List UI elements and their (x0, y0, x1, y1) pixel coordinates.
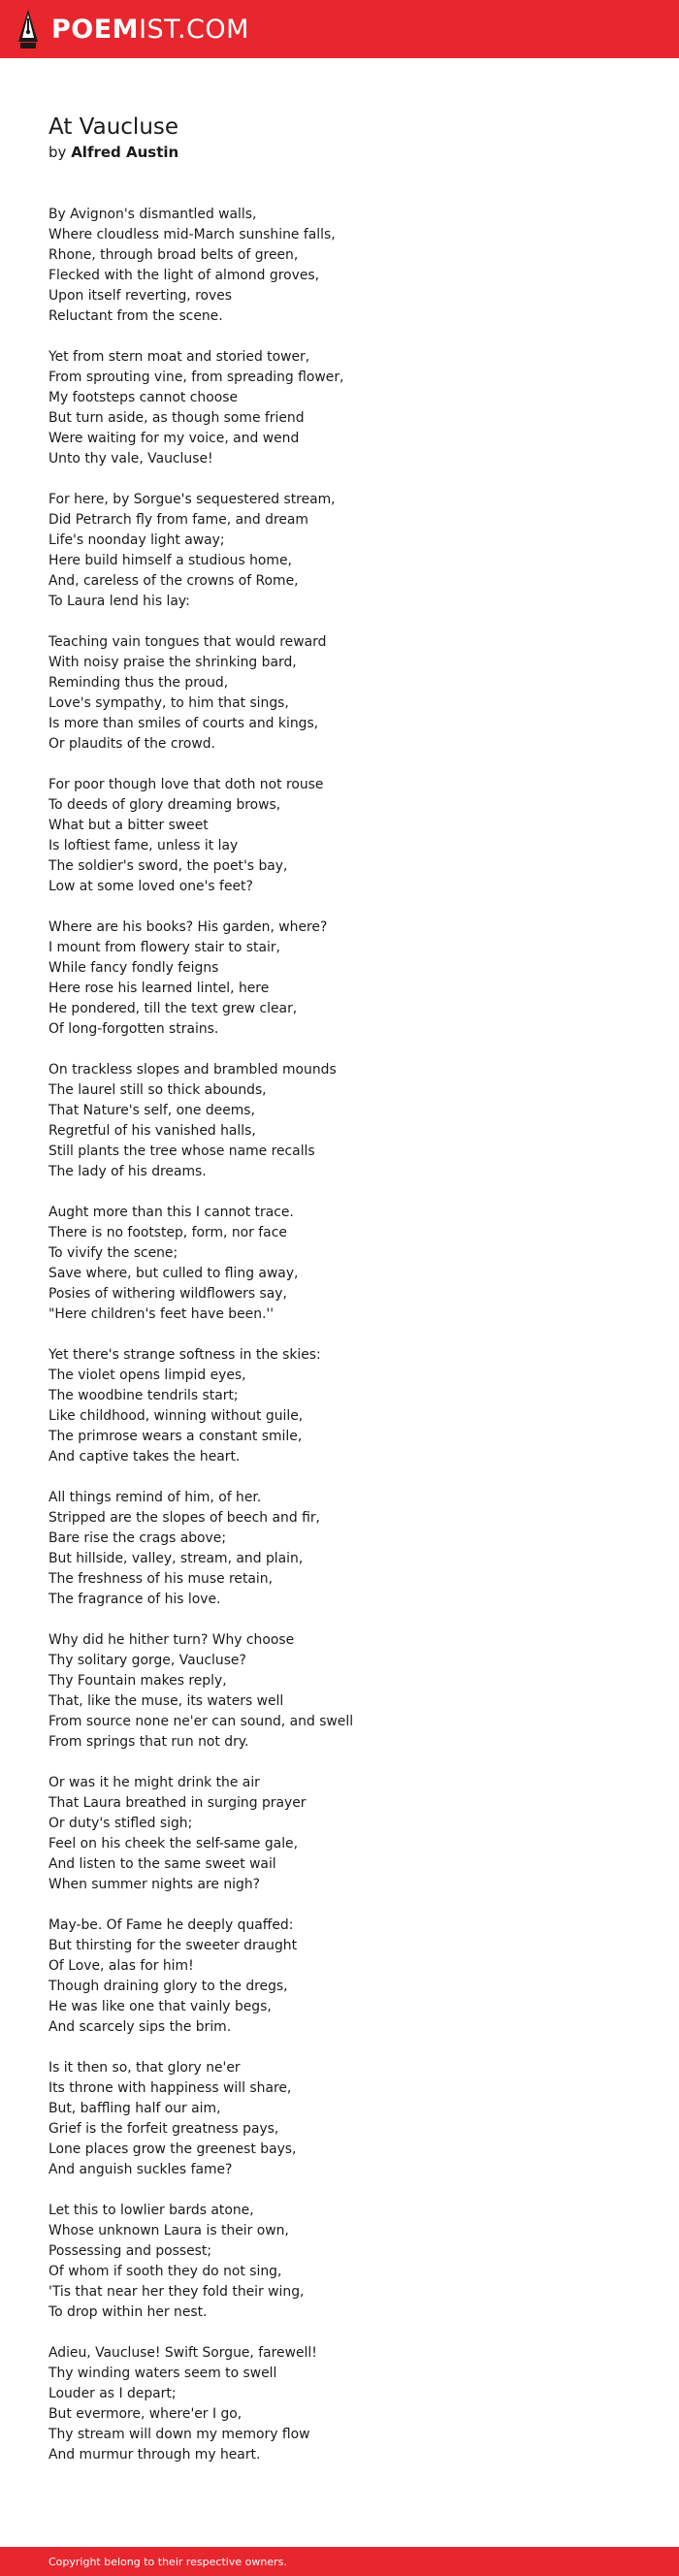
poem-line: On trackless slopes and brambled mounds (48, 1062, 337, 1078)
poem-line: But turn aside, as though some friend (48, 410, 305, 426)
poem-line: For here, by Sorgue's sequestered stream, (48, 492, 336, 507)
poem-line: Or plaudits of the crowd. (48, 736, 215, 752)
poem-line: To drop within her nest. (48, 2304, 208, 2320)
poem-line: Rhone, through broad belts of green, (48, 247, 299, 263)
poem-line: Flecked with the light of almond groves, (48, 268, 320, 283)
poem-line: There is no footstep, form, nor face (48, 1225, 287, 1240)
poem-stanza (48, 490, 650, 612)
poem-line: With noisy praise the shrinking bard, (48, 655, 297, 670)
poem-line: "Here children's feet have been.'' (48, 1306, 275, 1322)
poem-stanza (48, 775, 650, 897)
poem-line: Is more than smiles of courts and kings, (48, 716, 319, 731)
poem-line: Thy winding waters seem to swell (48, 2366, 277, 2381)
poem-line: Save where, but culled to fling away, (48, 1266, 299, 1281)
poem-line: And, careless of the crowns of Rome, (48, 573, 299, 589)
poem-line: The primrose wears a constant smile, (48, 1429, 303, 1444)
poem-line: The freshness of his muse retain, (48, 1571, 274, 1587)
poem-line: Here build himself a studious home, (48, 553, 292, 568)
poem-line: He was like one that vainly begs, (48, 1999, 272, 2014)
poem-line: While fancy fondly feigns (48, 960, 219, 976)
poem-stanza (48, 1773, 650, 1895)
poem-stanza (48, 632, 650, 755)
poem-line: Of whom if sooth they do not sing, (48, 2264, 282, 2279)
poem-line: Where are his books? His garden, where? (48, 919, 328, 935)
brand-bold: POEM (51, 14, 140, 45)
poem-line: Posies of withering wildflowers say, (48, 1286, 287, 1302)
poem-stanza (48, 2343, 650, 2465)
poem-line: Why did he hither turn? Why choose (48, 1632, 295, 1648)
poem-line: The laurel still so thick abounds, (48, 1082, 267, 1098)
poem-line: But thirsting for the sweeter draught (48, 1938, 298, 1953)
poem-line: Reluctant from the scene. (48, 308, 223, 324)
poem-title: At Vaucluse (48, 114, 179, 140)
poem-line: From sprouting vine, from spreading flower, (48, 370, 344, 385)
by-label: by (48, 144, 67, 161)
poem-line: Lone places grow the greenest bays, (48, 2141, 297, 2157)
poem-line: Whose unknown Laura is their own, (48, 2223, 289, 2238)
poem-line: Possessing and possest; (48, 2243, 212, 2259)
poem-body (48, 205, 650, 2465)
poem-line: But hillside, valley, stream, and plain, (48, 1551, 304, 1566)
poem-line: Adieu, Vaucluse! Swift Sorgue, farewell! (48, 2345, 317, 2361)
pen-nib-icon[interactable] (16, 9, 40, 49)
site-header (0, 0, 679, 58)
poem-line: For poor though love that doth not rouse (48, 777, 324, 792)
poem-line: That Laura breathed in surging prayer (48, 1795, 307, 1811)
brand-light: IST.COM (139, 14, 249, 45)
poem-line: Yet there's strange softness in the skies: (48, 1347, 321, 1363)
poem-line: Regretful of his vanished halls, (48, 1123, 256, 1139)
poem-line: Is it then so, that glory ne'er (48, 2060, 241, 2076)
poem-line: Still plants the tree whose name recalls (48, 1143, 315, 1159)
poem-line: The woodbine tendrils start; (48, 1388, 239, 1403)
poem-line: Of long-forgotten strains. (48, 1021, 219, 1037)
poem-line: Louder as I depart; (48, 2386, 177, 2401)
poem-line: To Laura lend his lay: (48, 594, 190, 609)
poem-line: All things remind of him, of her. (48, 1490, 262, 1505)
poem-line: From source none ne'er can sound, and swell (48, 1714, 354, 1729)
poem-line: And captive takes the heart. (48, 1449, 241, 1465)
poem-line: Like childhood, winning without guile, (48, 1408, 304, 1424)
poem-line: 'Tis that near her they fold their wing, (48, 2284, 305, 2300)
poem-line: Its throne with happiness will share, (48, 2080, 292, 2096)
poem-line: That Nature's self, one deems, (48, 1103, 255, 1118)
poem-stanza (48, 2058, 650, 2180)
poem-stanza (48, 1630, 650, 1753)
poem-stanza (48, 205, 650, 327)
poem-line: Did Petrarch fly from fame, and dream (48, 512, 308, 528)
poem-line: Stripped are the slopes of beech and fir, (48, 1510, 320, 1526)
poem-line: That, like the muse, its waters well (48, 1693, 284, 1709)
poem-line: Here rose his learned lintel, here (48, 981, 270, 996)
poem-stanza (48, 2201, 650, 2323)
poem-stanza (48, 1203, 650, 1325)
poem-line: My footsteps cannot choose (48, 390, 238, 405)
poem-line: From springs that run not dry. (48, 1734, 249, 1750)
poem-line: Thy Fountain makes reply, (48, 1673, 227, 1689)
poem-line: Were waiting for my voice, and wend (48, 431, 300, 446)
poem-line: Bare rise the crags above; (48, 1530, 226, 1546)
poem-line: Where cloudless mid-March sunshine falls, (48, 227, 336, 242)
poem-stanza (48, 347, 650, 469)
poem-line: Let this to lowlier bards atone, (48, 2203, 254, 2218)
poem-line: To vivify the scene; (48, 1245, 178, 1261)
poem-line: Teaching vain tongues that would reward (48, 634, 327, 650)
poem-line: And scarcely sips the brim. (48, 2019, 232, 2035)
poem-line: And listen to the same sweet wail (48, 1856, 276, 1872)
poem-stanza (48, 1060, 650, 1182)
poem-line: When summer nights are nigh? (48, 1877, 260, 1892)
poem-line: Feel on his cheek the self-same gale, (48, 1836, 299, 1852)
poem-line: What but a bitter sweet (48, 818, 209, 833)
poem-stanza (48, 1488, 650, 1610)
poem-line: Upon itself reverting, roves (48, 288, 233, 304)
poem-line: The fragrance of his love. (48, 1592, 221, 1607)
poem-stanza (48, 1345, 650, 1467)
poem-content (48, 113, 650, 2486)
copyright-text: Copyright belong to their respective owners. (48, 2555, 287, 2568)
poem-line: But evermore, where'er I go, (48, 2406, 242, 2422)
poem-line: Unto thy vale, Vaucluse! (48, 451, 213, 467)
poem-line: By Avignon's dismantled walls, (48, 207, 257, 222)
poem-author[interactable]: Alfred Austin (71, 144, 179, 161)
poem-line: Thy solitary gorge, Vaucluse? (48, 1653, 246, 1668)
poem-line: Love's sympathy, to him that sings, (48, 695, 289, 711)
site-footer (0, 2547, 679, 2576)
poem-line: Thy stream will down my memory flow (48, 2427, 310, 2442)
poem-line: Life's noonday light away; (48, 532, 225, 548)
poem-line: Is loftiest fame, unless it lay (48, 838, 239, 853)
poem-line: Or was it he might drink the air (48, 1775, 260, 1790)
poem-line: Yet from stern moat and storied tower, (48, 349, 310, 365)
poem-line: Low at some loved one's feet? (48, 879, 253, 894)
poem-line: To deeds of glory dreaming brows, (48, 797, 281, 813)
poem-line: And anguish suckles fame? (48, 2162, 233, 2177)
poem-line: Or duty's stifled sigh; (48, 1816, 193, 1831)
poem-line: Reminding thus the proud, (48, 675, 229, 691)
poem-stanza (48, 918, 650, 1040)
poem-line: The soldier's sword, the poet's bay, (48, 858, 288, 874)
poem-byline (48, 143, 650, 162)
poem-line: Of Love, alas for him! (48, 1958, 194, 1974)
poem-line: The lady of his dreams. (48, 1164, 207, 1179)
poem-line: May-be. Of Fame he deeply quaffed: (48, 1917, 294, 1933)
poem-line: And murmur through my heart. (48, 2447, 261, 2463)
poem-line: Grief is the forfeit greatness pays, (48, 2121, 279, 2137)
poem-line: I mount from flowery stair to stair, (48, 940, 280, 955)
site-logo[interactable] (51, 16, 249, 43)
poem-line: Aught more than this I cannot trace. (48, 1205, 294, 1220)
poem-line: He pondered, till the text grew clear, (48, 1001, 298, 1016)
poem-line: Though draining glory to the dregs, (48, 1979, 288, 1994)
poem-stanza (48, 1916, 650, 2038)
poem-line: But, baffling half our aim, (48, 2101, 221, 2116)
poem-line: The violet opens limpid eyes, (48, 1368, 246, 1383)
